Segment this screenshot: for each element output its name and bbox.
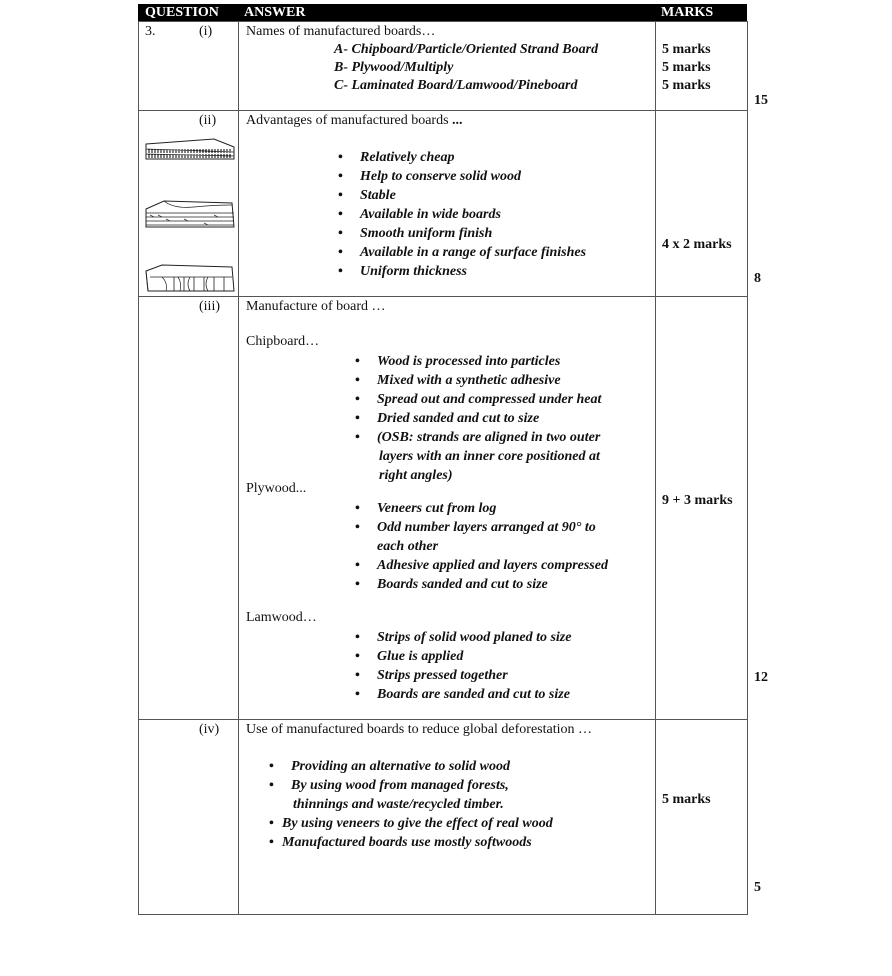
list-item: • Help to conserve solid wood bbox=[338, 167, 586, 186]
header-answer: ANSWER bbox=[244, 5, 306, 20]
header-marks: MARKS bbox=[661, 5, 714, 20]
table-header bbox=[138, 4, 747, 21]
list-item: • By using veneers to give the effect of real wood bbox=[269, 814, 553, 833]
total-marks-ii: 8 bbox=[754, 271, 761, 286]
table-row bbox=[139, 22, 748, 111]
board-name-b: B- Plywood/Multiply bbox=[334, 60, 454, 75]
plywood-heading: Plywood... bbox=[246, 481, 307, 496]
list-item: • Uniform thickness bbox=[338, 262, 586, 281]
list-item: • Relatively cheap bbox=[338, 148, 586, 167]
answer-cell bbox=[239, 22, 656, 111]
list-item: • Veneers cut from log bbox=[355, 499, 608, 518]
header-question: QUESTION bbox=[145, 5, 219, 20]
marks-value: 4 x 2 marks bbox=[662, 237, 732, 252]
table-row bbox=[139, 297, 748, 720]
list-item: • Dried sanded and cut to size bbox=[355, 409, 601, 428]
marking-table bbox=[138, 21, 748, 915]
advantages-list bbox=[338, 148, 586, 281]
list-item: • Odd number layers arranged at 90° to each other bbox=[355, 518, 608, 556]
part-label: (iv) bbox=[199, 722, 220, 737]
lamwood-heading: Lamwood… bbox=[246, 610, 317, 625]
deforestation-list bbox=[269, 757, 510, 814]
list-item: • (OSB: strands are aligned in two outer layers with an inner core positioned at right angles) bbox=[355, 428, 601, 485]
question-cell bbox=[139, 297, 239, 720]
answer-intro: Names of manufactured boards… bbox=[246, 24, 436, 39]
lamwood-illustration bbox=[144, 263, 236, 293]
marks-value: 5 marks bbox=[662, 60, 711, 75]
table-row bbox=[139, 111, 748, 297]
list-item: • Glue is applied bbox=[355, 647, 571, 666]
plywood-illustration bbox=[144, 199, 236, 229]
answer-cell bbox=[239, 297, 656, 720]
list-item: • Wood is processed into particles bbox=[355, 352, 601, 371]
table-row bbox=[139, 720, 748, 915]
answer-cell bbox=[239, 720, 656, 915]
list-item: • Adhesive applied and layers compressed bbox=[355, 556, 608, 575]
marks-value: 5 marks bbox=[662, 792, 711, 807]
total-marks-iv: 5 bbox=[754, 880, 761, 895]
part-label: (i) bbox=[199, 24, 213, 39]
list-item: • Strips pressed together bbox=[355, 666, 571, 685]
list-item: • Providing an alternative to solid wood bbox=[269, 757, 510, 776]
part-label: (iii) bbox=[199, 299, 220, 314]
chipboard-illustration bbox=[144, 137, 236, 163]
chipboard-heading: Chipboard… bbox=[246, 334, 320, 349]
list-item: • Mixed with a synthetic adhesive bbox=[355, 371, 601, 390]
board-name-a: A- Chipboard/Particle/Oriented Strand Board bbox=[334, 42, 599, 57]
answer-cell bbox=[239, 111, 656, 297]
list-item: • Spread out and compressed under heat bbox=[355, 390, 601, 409]
list-item: • Stable bbox=[338, 186, 586, 205]
total-marks-iii: 12 bbox=[754, 670, 768, 685]
list-item: • By using wood from managed forests, thinnings and waste/recycled timber. bbox=[269, 776, 510, 814]
answer-intro: Use of manufactured boards to reduce global deforestation … bbox=[246, 722, 592, 737]
deforestation-list-cont bbox=[269, 814, 553, 852]
marks-value: 5 marks bbox=[662, 78, 711, 93]
marks-cell bbox=[656, 111, 748, 297]
list-item: • Strips of solid wood planed to size bbox=[355, 628, 571, 647]
answer-intro: Advantages of manufactured boards ... bbox=[246, 113, 463, 128]
list-item: • Available in wide boards bbox=[338, 205, 586, 224]
marks-value: 5 marks bbox=[662, 42, 711, 57]
chipboard-steps bbox=[355, 352, 601, 485]
board-name-c: C- Laminated Board/Lamwood/Pineboard bbox=[334, 78, 578, 93]
total-marks-i: 15 bbox=[754, 93, 768, 108]
list-item: • Boards are sanded and cut to size bbox=[355, 685, 571, 704]
marks-cell bbox=[656, 297, 748, 720]
lamwood-steps bbox=[355, 628, 571, 704]
question-number: 3. bbox=[145, 24, 156, 39]
marks-value: 9 + 3 marks bbox=[662, 493, 733, 508]
marks-cell bbox=[656, 22, 748, 111]
part-label: (ii) bbox=[199, 113, 217, 128]
list-item: • Smooth uniform finish bbox=[338, 224, 586, 243]
question-cell bbox=[139, 22, 239, 111]
marks-cell bbox=[656, 720, 748, 915]
plywood-steps bbox=[355, 499, 608, 594]
question-cell bbox=[139, 111, 239, 297]
list-item: • Available in a range of surface finishes bbox=[338, 243, 586, 262]
list-item: • Boards sanded and cut to size bbox=[355, 575, 608, 594]
list-item: • Manufactured boards use mostly softwoods bbox=[269, 833, 553, 852]
question-cell bbox=[139, 720, 239, 915]
answer-intro: Manufacture of board … bbox=[246, 299, 386, 314]
